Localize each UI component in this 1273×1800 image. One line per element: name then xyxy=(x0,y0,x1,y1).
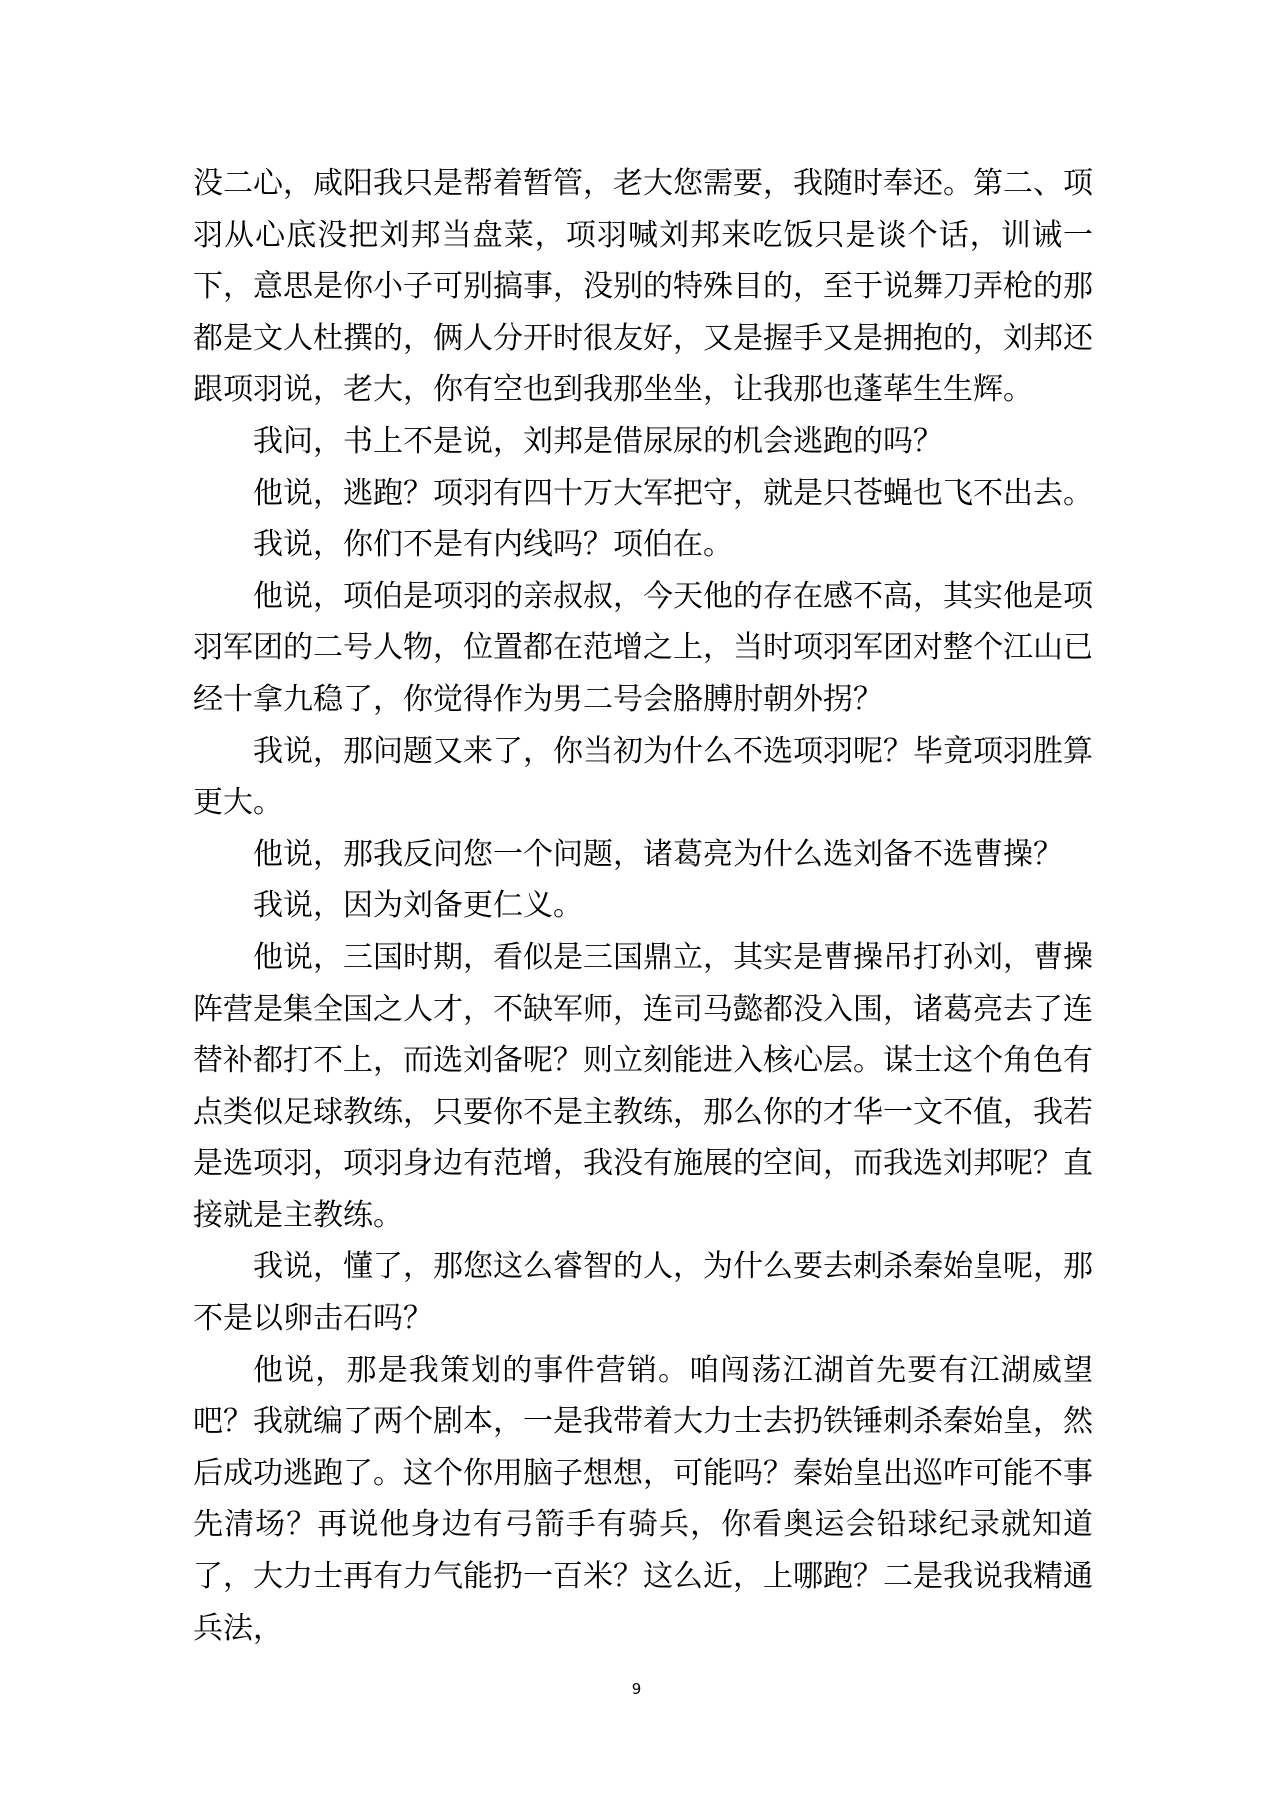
paragraph: 他说，三国时期，看似是三国鼎立，其实是曹操吊打孙刘，曹操阵营是集全国之人才，不缺军师，连司马懿都没入围，诸葛亮去了连替补都打不上，而选刘备呢？则立刻能进入核心层。谋士这个角色有点类似足球教练，只要你不是主教练，那么你的才华一文不值，我若是选项羽，项羽身边有范增，我没有施展的空间，而我选刘邦呢？直接就是主教练。 xyxy=(193,939,1093,1233)
paragraph: 我说，那问题又来了，你当初为什么不选项羽呢？毕竟项羽胜算更大。 xyxy=(193,733,1093,821)
paragraph: 没二心，咸阳我只是帮着暂管，老大您需要，我随时奉还。第二、项羽从心底没把刘邦当盘菜，项羽喊刘邦来吃饭只是谈个话，训诫一下，意思是你小子可别搞事，没别的特殊目的，至于说舞刀弄枪的那都是文人杜撰的，俩人分开时很友好，又是握手又是拥抱的，刘邦还跟项羽说，老大，你有空也到我那坐坐，让我那也蓬荜生生辉。 xyxy=(193,166,1093,408)
paragraph: 他说，逃跑？项羽有四十万大军把守，就是只苍蝇也飞不出去。 xyxy=(253,475,1093,511)
paragraph: 他说，项伯是项羽的亲叔叔，今天他的存在感不高，其实他是项羽军团的二号人物，位置都在范增之上，当时项羽军团对整个江山已经十拿九稳了，你觉得作为男二号会胳膊肘朝外拐？ xyxy=(193,578,1093,717)
paragraph: 我说，你们不是有内线吗？项伯在。 xyxy=(253,527,733,563)
paragraph: 他说，那我反问您一个问题，诸葛亮为什么选刘备不选曹操？ xyxy=(253,836,1063,872)
body-text xyxy=(193,158,1093,1654)
page-number: 9 xyxy=(631,1680,642,1698)
paragraph: 他说，那是我策划的事件营销。咱闯荡江湖首先要有江湖威望吧？我就编了两个剧本，一是我带着大力士去扔铁锤刺杀秦始皇，然后成功逃跑了。这个你用脑子想想，可能吗？秦始皇出巡咋可能不事先清场？再说他身边有弓箭手有骑兵，你看奥运会铅球纪录就知道了，大力士再有力气能扔一百米？这么近，上哪跑？二是我说我精通兵法， xyxy=(193,1352,1093,1646)
paragraph: 我说，懂了，那您这么睿智的人，为什么要去刺杀秦始皇呢，那不是以卵击石吗？ xyxy=(193,1249,1093,1337)
paragraph: 我问，书上不是说，刘邦是借尿尿的机会逃跑的吗？ xyxy=(253,423,943,459)
paragraph: 我说，因为刘备更仁义。 xyxy=(253,888,583,924)
